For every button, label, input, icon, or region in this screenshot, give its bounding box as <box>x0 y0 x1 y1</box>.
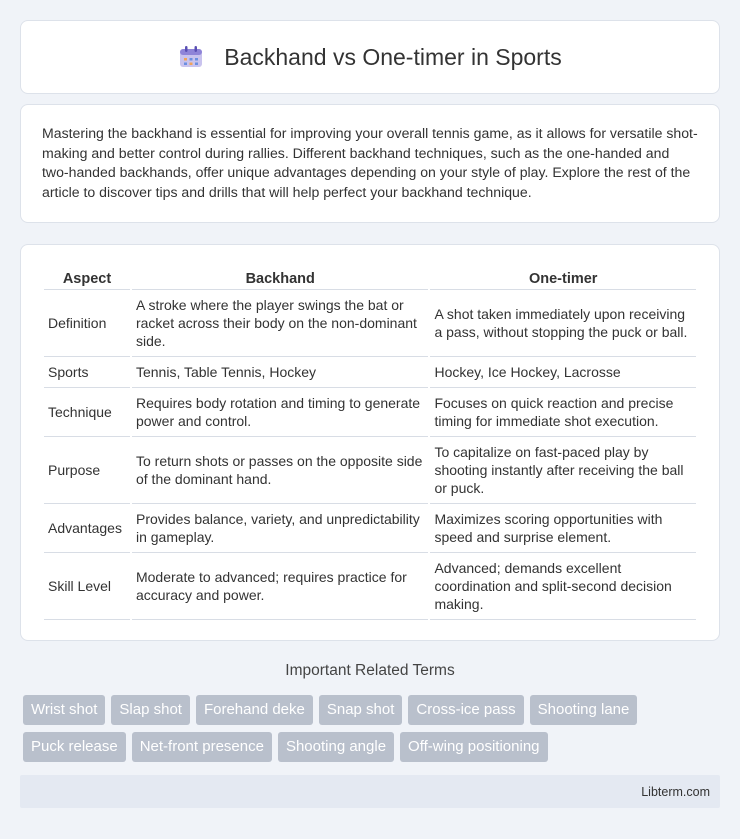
table-header-row <box>44 265 696 290</box>
comparison-table-card <box>20 244 720 641</box>
row-aspect: Skill Level <box>44 553 130 620</box>
row-backhand: Requires body rotation and timing to generate power and control. <box>132 388 428 437</box>
footer <box>20 775 720 808</box>
intro-text: Mastering the backhand is essential for improving your overall tennis game, as it allows for versatile shot-making and better control during rallies. Different backhand techniques, such as the one-handed and two-handed backhands, offer unique advantages depending on your style of play. Explore the rest of the article to discover tips and drills that will help perfect your backhand technique. <box>42 125 698 200</box>
row-backhand: Moderate to advanced; requires practice for accuracy and power. <box>132 553 428 620</box>
row-backhand: To return shots or passes on the opposite side of the dominant hand. <box>132 437 428 504</box>
related-terms-title: Important Related Terms <box>285 662 455 679</box>
header-one-timer: One-timer <box>430 265 696 290</box>
header-backhand: Backhand <box>132 265 428 290</box>
table-row <box>44 437 696 504</box>
tag-wrist-shot[interactable]: Wrist shot <box>23 695 105 725</box>
page-title: Backhand vs One-timer in Sports <box>224 43 562 70</box>
tag-net-front-presence[interactable]: Net-front presence <box>132 732 272 762</box>
table-row <box>44 504 696 553</box>
calendar-icon <box>178 45 204 69</box>
row-aspect: Technique <box>44 388 130 437</box>
row-one-timer: A shot taken immediately upon receiving a pass, without stopping the puck or ball. <box>430 290 696 357</box>
row-backhand: Tennis, Table Tennis, Hockey <box>132 357 428 388</box>
tag-forehand-deke[interactable]: Forehand deke <box>196 695 313 725</box>
row-aspect: Advantages <box>44 504 130 553</box>
tag-cross-ice-pass[interactable]: Cross-ice pass <box>408 695 523 725</box>
comparison-table <box>42 265 698 620</box>
tag-off-wing-positioning[interactable]: Off-wing positioning <box>400 732 547 762</box>
tag-shooting-lane[interactable]: Shooting lane <box>530 695 638 725</box>
footer-link[interactable]: Libterm.com <box>641 784 710 799</box>
table-row <box>44 290 696 357</box>
intro-card <box>20 104 720 223</box>
row-one-timer: Focuses on quick reaction and precise timing for immediate shot execution. <box>430 388 696 437</box>
row-aspect: Sports <box>44 357 130 388</box>
related-terms-tags <box>23 695 723 769</box>
tag-puck-release[interactable]: Puck release <box>23 732 126 762</box>
row-backhand: A stroke where the player swings the bat or racket across their body on the non-dominant side. <box>132 290 428 357</box>
row-backhand: Provides balance, variety, and unpredictability in gameplay. <box>132 504 428 553</box>
tag-row <box>23 732 723 762</box>
table-row <box>44 357 696 388</box>
table-row <box>44 553 696 620</box>
row-one-timer: Maximizes scoring opportunities with speed and surprise element. <box>430 504 696 553</box>
tag-slap-shot[interactable]: Slap shot <box>111 695 190 725</box>
row-aspect: Purpose <box>44 437 130 504</box>
row-one-timer: Hockey, Ice Hockey, Lacrosse <box>430 357 696 388</box>
row-one-timer: To capitalize on fast-paced play by shooting instantly after receiving the ball or puck. <box>430 437 696 504</box>
row-one-timer: Advanced; demands excellent coordination and split-second decision making. <box>430 553 696 620</box>
tag-row <box>23 695 723 725</box>
title-wrap <box>178 44 561 71</box>
header-card <box>20 20 720 94</box>
tag-shooting-angle[interactable]: Shooting angle <box>278 732 394 762</box>
table-row <box>44 388 696 437</box>
header-aspect: Aspect <box>44 265 130 290</box>
row-aspect: Definition <box>44 290 130 357</box>
tag-snap-shot[interactable]: Snap shot <box>319 695 403 725</box>
